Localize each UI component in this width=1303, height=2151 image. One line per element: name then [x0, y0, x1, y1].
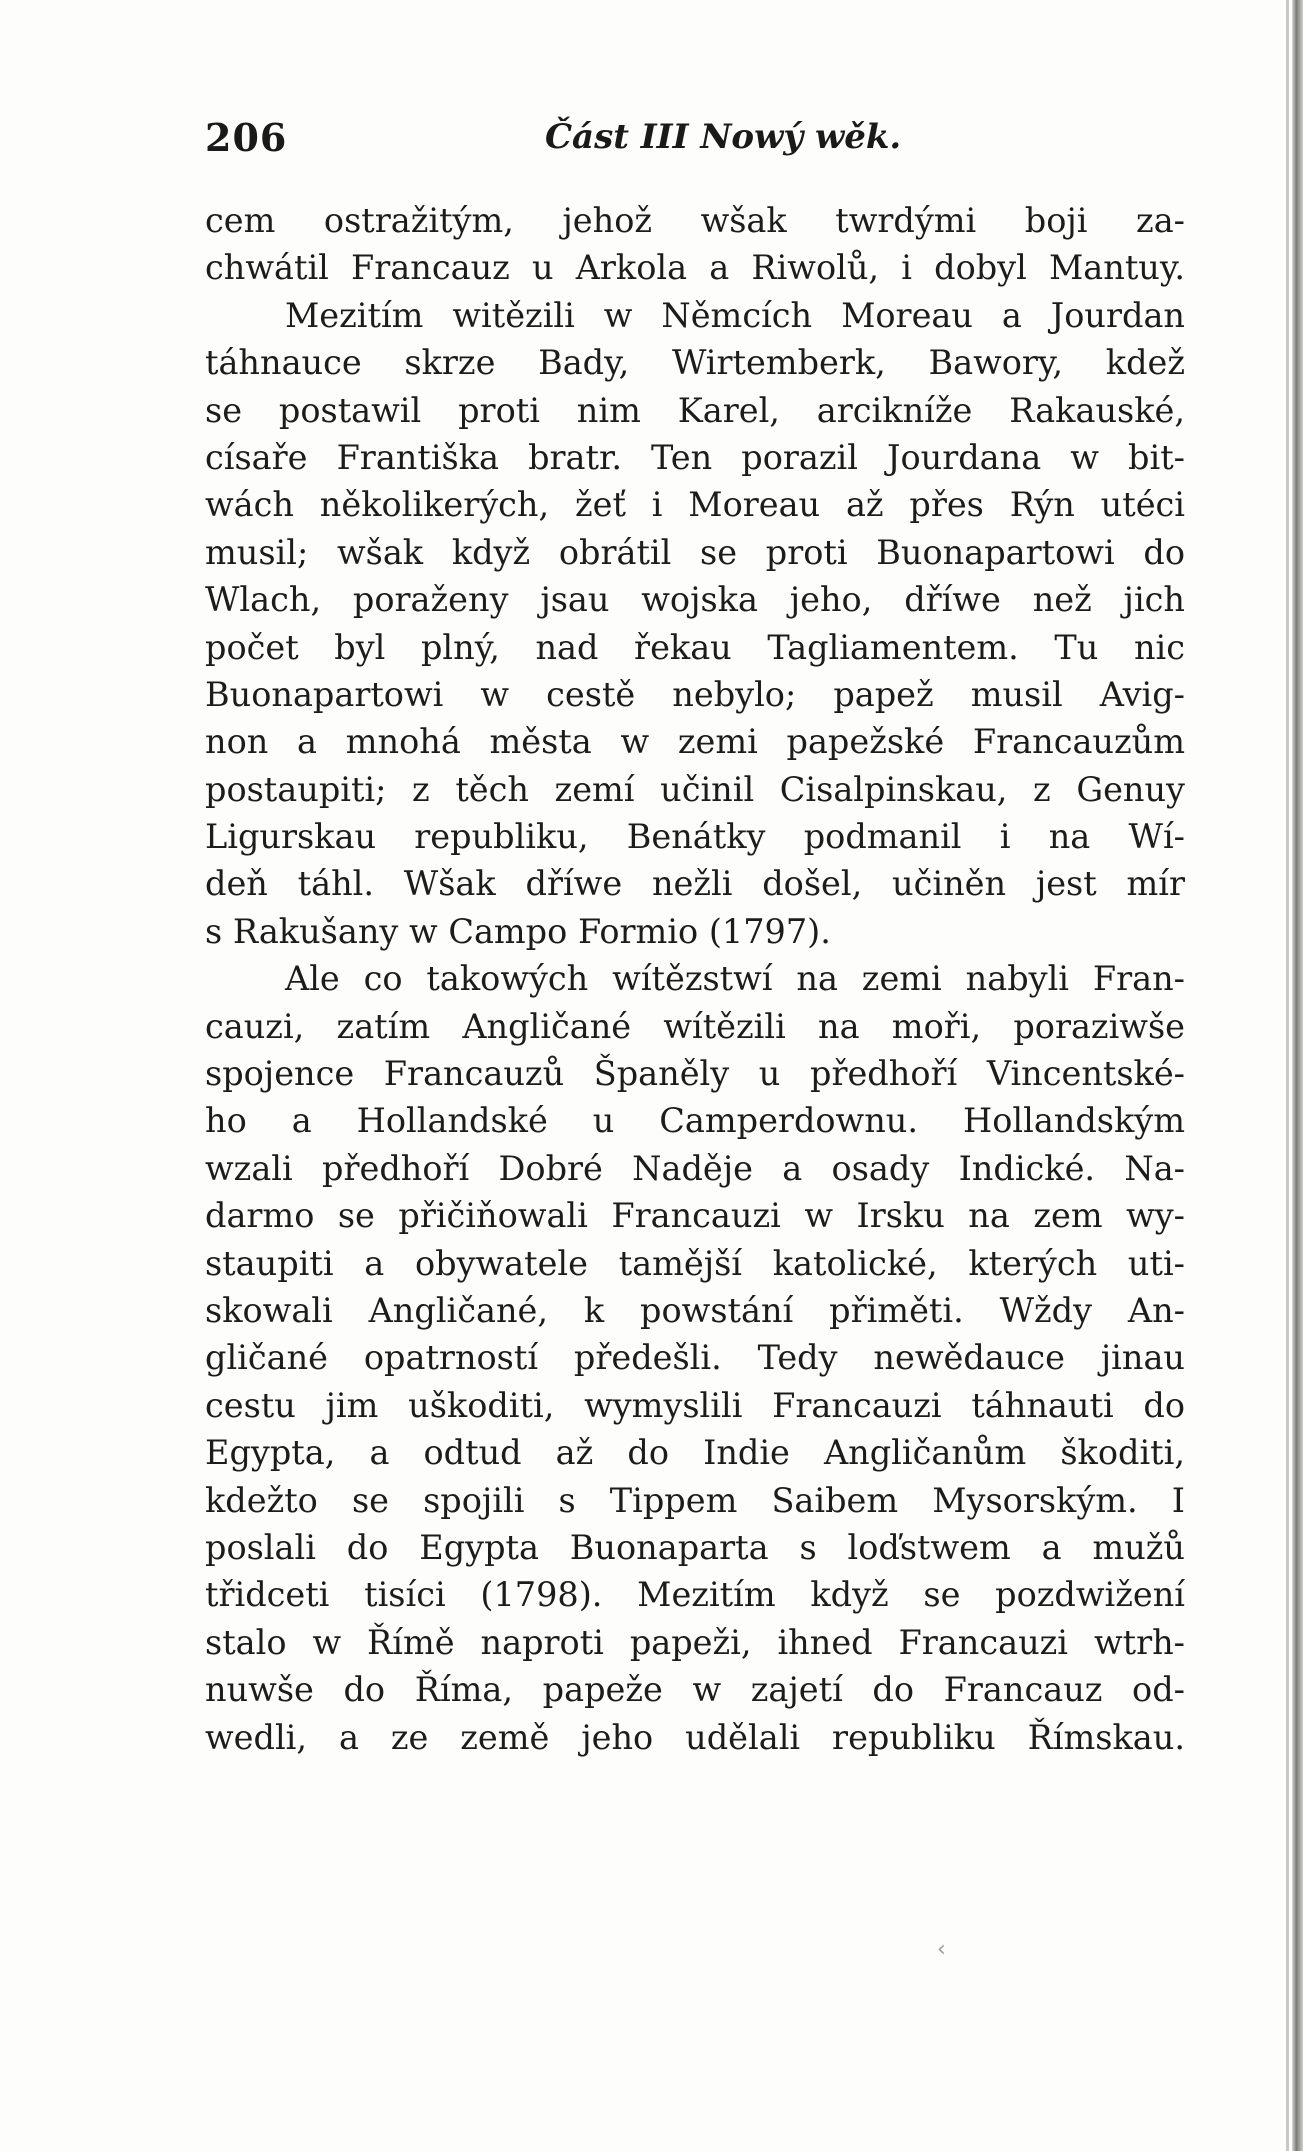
text-line: cestu jim uškoditi, wymyslili Francauzi táhnauti do [205, 1385, 1185, 1425]
text-line: Ale co takowých wítězstwí na zemi nabyli Fran- [285, 959, 1185, 999]
text-line: s Rakušany w Campo Formio (1797). [205, 911, 831, 951]
text-line: darmo se přičiňowali Francauzi w Irsku na zem wy- [205, 1196, 1185, 1236]
text-line: cauzi, zatím Angličané wítězili na moři, poraziwše [205, 1006, 1185, 1046]
text-line: non a mnohá města w zemi papežské Francauzům [205, 722, 1185, 762]
text-line: wách několikerých, žeť i Moreau až přes Rýn utéci [205, 485, 1185, 525]
text-line: Ligurskau republiku, Benátky podmanil i na Wí- [205, 817, 1185, 857]
page-edge-shadow [1292, 0, 1303, 2151]
text-line: Buonapartowi w cestě nebylo; papež musil Avig- [205, 674, 1185, 714]
text-line: táhnauce skrze Bady, Wirtemberk, Bawory, kdež [205, 343, 1185, 383]
text-line: gličané opatrností předešli. Tedy newědauce jinau [205, 1338, 1185, 1378]
text-line: cem ostražitým, jehož wšak twrdými boji za- [205, 201, 1185, 240]
ink-mark-glyph: ‹ [937, 1937, 946, 1962]
text-line: wedli, a ze země jeho udělali republiku Římskau. [205, 1717, 1185, 1757]
text-line: se postawil proti nim Karel, arcikníže Rakauské, [205, 390, 1185, 430]
text-line: postaupiti; z těch zemí učinil Cisalpinskau, z Genuy [205, 769, 1185, 809]
text-line: Mezitím witězili w Němcích Moreau a Jourdan [285, 295, 1185, 335]
text-line: Egypta, a odtud až do Indie Angličanům škoditi, [205, 1433, 1185, 1473]
page-edge-line [1286, 0, 1289, 2151]
text-line: ho a Hollandské u Camperdownu. Hollandským [205, 1101, 1185, 1141]
text-line: nuwše do Říma, papeže w zajetí do Francauz od- [205, 1670, 1185, 1710]
text-line: skowali Angličané, k powstání přiměti. Wždy An- [205, 1290, 1185, 1330]
text-line: počet byl plný, nad řekau Tagliamentem. Tu nic [205, 627, 1185, 667]
text-line: musil; wšak když obrátil se proti Buonapartowi do [205, 532, 1185, 572]
text-line: kdežto se spojili s Tippem Saibem Mysorským. I [205, 1480, 1185, 1520]
text-line: stalo w Římě naproti papeži, ihned Francauzi wtrh- [205, 1622, 1185, 1662]
text-line: poslali do Egypta Buonaparta s loďstwem a mužů [205, 1527, 1185, 1567]
text-line: staupiti a obywatele tamější katolické, kterých uti- [205, 1243, 1185, 1283]
text-line: císaře Františka bratr. Ten porazil Jourdana w bit- [205, 437, 1185, 477]
page-number: 206 [205, 115, 288, 160]
text-line: wzali předhoří Dobré Naděje a osady Indické. Na- [205, 1148, 1185, 1188]
running-title: Část III Nowý wěk. [545, 117, 902, 157]
page-header [205, 115, 1205, 165]
text-line: chwátil Francauz u Arkola a Riwolů, i dobyl Mantuy. [205, 248, 1185, 288]
body-text [205, 197, 1185, 1761]
text-line: Wlach, poraženy jsau wojska jeho, dříwe než jich [205, 580, 1185, 620]
text-line: třidceti tisíci (1798). Mezitím když se pozdwižení [205, 1575, 1185, 1615]
text-line: deň táhl. Wšak dříwe nežli došel, učiněn jest mír [205, 864, 1185, 904]
text-line: spojence Francauzů Španěly u předhoří Vincentské- [205, 1054, 1185, 1094]
